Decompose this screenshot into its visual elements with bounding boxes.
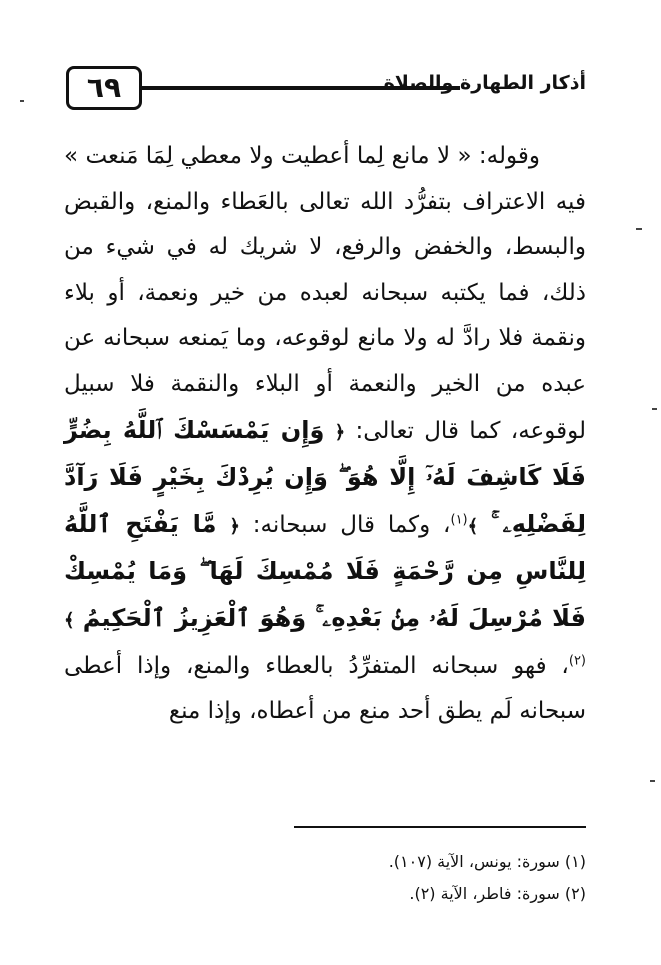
quran-bracket-open: ﴿ [334,421,346,443]
footnotes [186,846,586,910]
footnote-1: (١) سورة: يونس، الآية (١٠٧). [388,852,586,871]
page-number: ٦٩ [66,66,142,110]
footnote-separator [294,826,586,828]
margin-speck [20,100,24,102]
quran-bracket-close: ﴾ [467,515,479,537]
connector-text: ، وكما قال سبحانه: [239,511,451,538]
quran-bracket-close-2: ﴾ [64,609,75,631]
paragraph-text: وقوله: « لا مانع لِما أعطيت ولا معطي لِمَا مَنعت » فيه الاعتراف بتفرُّد الله تعالى بالعَطاء والمنع، والقبض والبسط، والخفض والرفع، لا شريك له في شيء من ذلك، فما يكتبه سبحانه لعبده من خير ونعمة، أو بلاء ونقمة فلا رادَّ له ولا مانع لوقوعه، وما يَمنعه سبحانه عن عبده من الخير والنعمة أو البلاء والنقمة فلا سبيل لوقوعه، كما قال تعالى: [64,143,587,444]
margin-speck [650,780,655,782]
footnote-ref-1[interactable]: (١) [450,512,468,528]
quran-verse-1: وَإِن يَمْسَسْكَ ٱللَّهُ بِضُرٍّ فَلَا كَاشِفَ لَهُۥٓ إِلَّا هُوَ ۖ وَإِن يُرِدْكَ بِخَيْرٍ فَلَا رَآدَّ لِفَضْلِهِۦ ۚ [64,415,587,538]
closing-text: ، فهو سبحانه المتفرِّدُ بالعطاء والمنع، وإذا أعطى سبحانه لَم يطق أحد منع من أعطاه، وإذا منع [64,652,586,725]
quran-verse-2: مَّا يَفْتَحِ ٱللَّهُ لِلنَّاسِ مِن رَّحْمَةٍ فَلَا مُمْسِكَ لَهَا ۖ وَمَا يُمْسِكْ فَلَا مُرْسِلَ لَهُۥ مِنۢ بَعْدِهِۦ ۚ وَهُوَ ٱلْعَزِيزُ ٱلْحَكِيمُ [64,509,587,632]
footnote-ref-2[interactable]: (٢) [568,652,586,668]
margin-speck [652,408,657,410]
running-title: أذكار الطهارة والصلاة [383,72,586,94]
quran-bracket-open-2: ﴿ [229,515,240,537]
page-header [66,66,586,114]
main-text [64,134,586,735]
margin-speck [636,228,642,230]
footnote-2: (٢) سورة: فاطر، الآية (٢). [409,884,586,903]
